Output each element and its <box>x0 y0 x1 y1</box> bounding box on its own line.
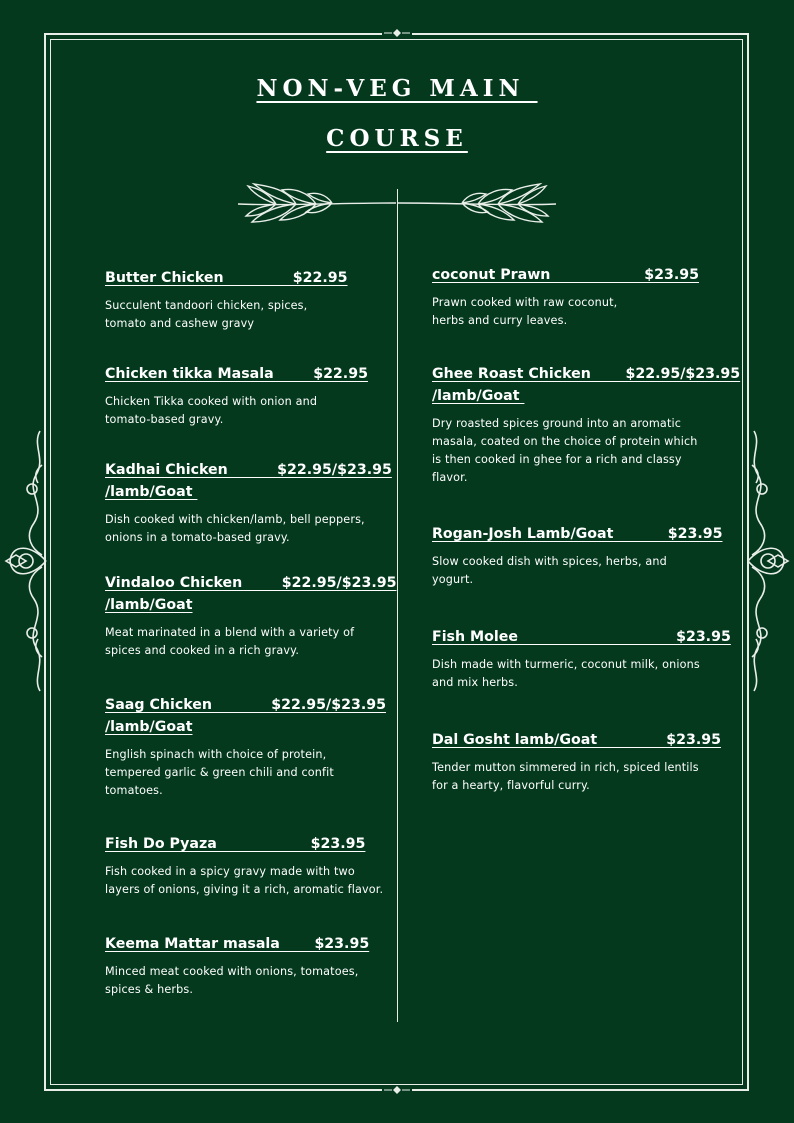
menu-item-description: Tender mutton simmered in rich, spiced lentils for a hearty, flavorful curry. <box>432 761 699 792</box>
menu-item <box>105 833 395 899</box>
menu-item-description: Dish cooked with chicken/lamb, bell peppers, onions in a tomato-based gravy. <box>105 513 365 544</box>
menu-item <box>432 729 732 795</box>
menu-item-title: Ghee Roast Chicken $22.95/$23.95 /lamb/Goat <box>432 366 741 404</box>
left-filigree-icon <box>2 425 52 697</box>
top-diamond-icon <box>382 28 412 38</box>
menu-item-title: Fish Molee $23.95 <box>432 629 731 645</box>
menu-item-title: Kadhai Chicken $22.95/$23.95 /lamb/Goat <box>105 462 392 500</box>
menu-item-description: Chicken Tikka cooked with onion and tomato-based gravy. <box>105 395 318 426</box>
menu-item-description: English spinach with choice of protein, tempered garlic & green chili and confit tomatoes. <box>105 748 334 797</box>
page-title-line2: COURSE <box>326 125 468 152</box>
menu-item-description: Prawn cooked with raw coconut, herbs and curry leaves. <box>432 296 618 327</box>
menu-item-title: Keema Mattar masala $23.95 <box>105 936 370 952</box>
menu-item <box>105 363 395 429</box>
menu-item <box>105 267 395 333</box>
bottom-diamond-icon <box>382 1085 412 1095</box>
menu-item-title: Fish Do Pyaza $23.95 <box>105 836 366 852</box>
menu-item <box>432 626 732 692</box>
page-title-line1: NON-VEG MAIN <box>256 75 538 102</box>
left-laurel-icon <box>236 178 396 228</box>
menu-item-description: Fish cooked in a spicy gravy made with two layers of onions, giving it a rich, aromatic flavor. <box>105 865 384 896</box>
menu-item-description: Minced meat cooked with onions, tomatoes, spices & herbs. <box>105 965 359 996</box>
menu-item <box>105 694 395 800</box>
menu-item-description: Dish made with turmeric, coconut milk, onions and mix herbs. <box>432 658 700 689</box>
right-filigree-icon <box>742 425 792 697</box>
menu-item-title: Dal Gosht lamb/Goat $23.95 <box>432 732 722 748</box>
menu-item <box>432 363 741 487</box>
menu-item <box>105 933 395 999</box>
right-laurel-icon <box>398 178 558 228</box>
menu-item-description: Succulent tandoori chicken, spices, tomato and cashew gravy <box>105 299 308 330</box>
menu-item-title: Vindaloo Chicken $22.95/$23.95 /lamb/Goat <box>105 575 397 613</box>
menu-item-title: coconut Prawn $23.95 <box>432 267 700 283</box>
menu-item-description: Meat marinated in a blend with a variety of spices and cooked in a rich gravy. <box>105 626 355 657</box>
menu-item <box>105 459 395 547</box>
menu-item <box>432 264 732 330</box>
menu-item <box>432 523 732 589</box>
menu-item-title: Butter Chicken $22.95 <box>105 270 348 286</box>
column-divider <box>397 189 398 1022</box>
menu-item-title: Chicken tikka Masala $22.95 <box>105 366 368 382</box>
menu-item-description: Slow cooked dish with spices, herbs, and yogurt. <box>432 555 667 586</box>
menu-item <box>105 572 395 660</box>
menu-item-description: Dry roasted spices ground into an aromatic masala, coated on the choice of protein which is then cooked in ghee for a rich and classy flavor. <box>432 417 698 484</box>
menu-item-title: Saag Chicken $22.95/$23.95 /lamb/Goat <box>105 697 386 735</box>
menu-item-title: Rogan-Josh Lamb/Goat $23.95 <box>432 526 723 542</box>
